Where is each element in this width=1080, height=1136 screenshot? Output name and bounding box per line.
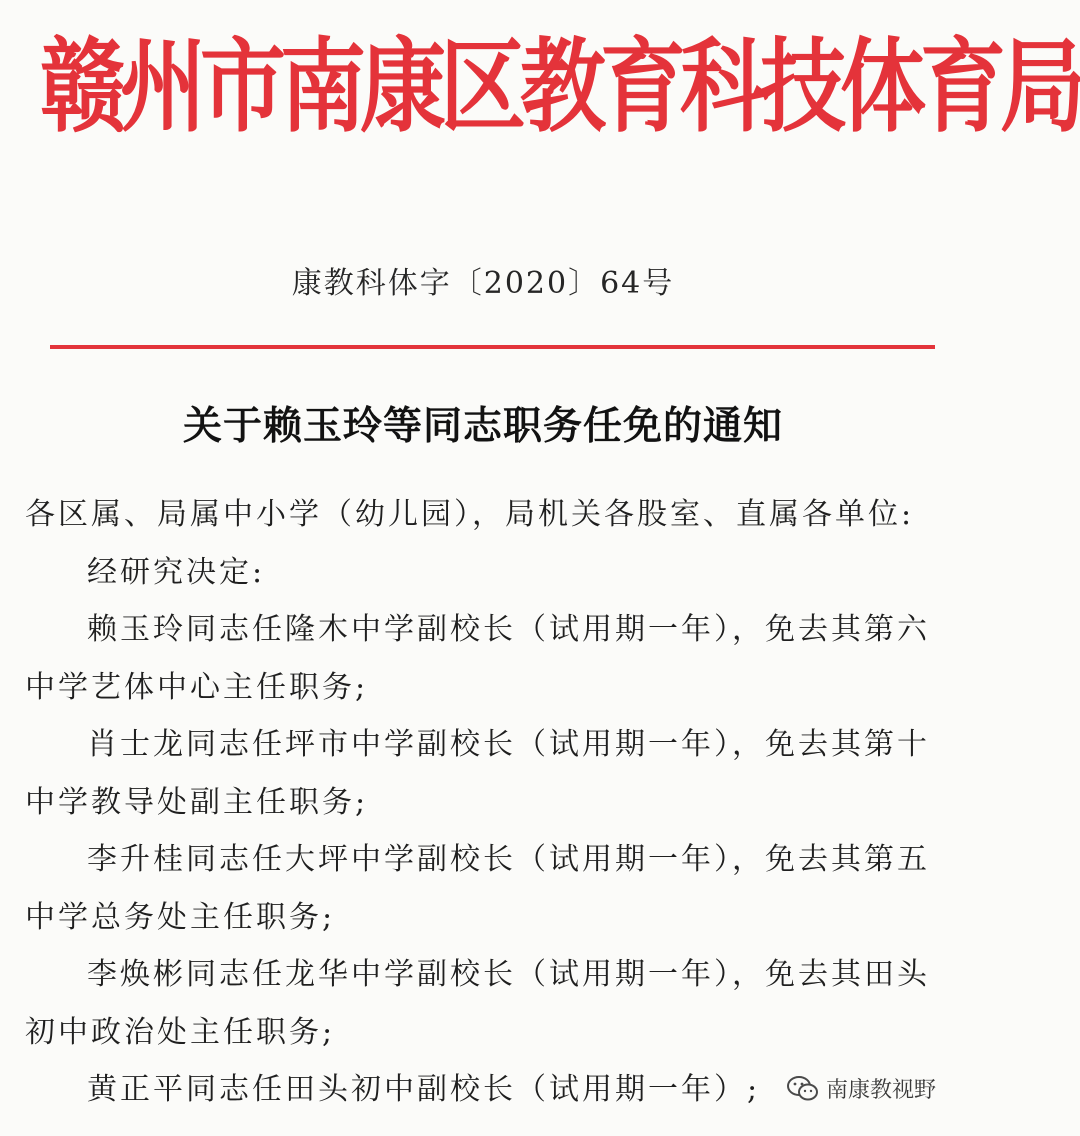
body-line: 赖玉玲同志任隆木中学副校长（试用期一年），免去其第六 [87, 612, 930, 647]
watermark [786, 1073, 936, 1104]
body-line: 经研究决定: [87, 554, 266, 590]
body-line: 黄正平同志任田头初中副校长（试用期一年）; [87, 1072, 761, 1107]
red-divider-line [50, 345, 935, 349]
body-line: 初中政治处主任职务; [25, 1014, 336, 1050]
document-title: 关于赖玉玲等同志职务任免的通知 [182, 404, 783, 449]
body-line: 李焕彬同志任龙华中学副校长（试用期一年），免去其田头 [87, 957, 930, 992]
body-line: 李升桂同志任大坪中学副校长（试用期一年），免去其第五 [87, 842, 930, 877]
document-body [25, 486, 930, 1119]
wechat-icon [786, 1075, 820, 1103]
issuer-header: 赣州市南康区教育科技体育局 [40, 29, 1080, 147]
body-line: 肖士龙同志任坪市中学副校长（试用期一年），免去其第十 [87, 727, 930, 762]
document-number: 康教科体字〔2020〕64号 [291, 266, 675, 301]
watermark-text: 南康教视野 [825, 1078, 936, 1103]
body-line: 中学艺体中心主任职务; [25, 669, 369, 705]
body-line: 中学总务处主任职务; [25, 899, 336, 935]
addressee-line: 各区属、局属中小学（幼儿园），局机关各股室、直属各单位: [25, 497, 915, 532]
body-line: 中学教导处副主任职务; [25, 784, 369, 820]
